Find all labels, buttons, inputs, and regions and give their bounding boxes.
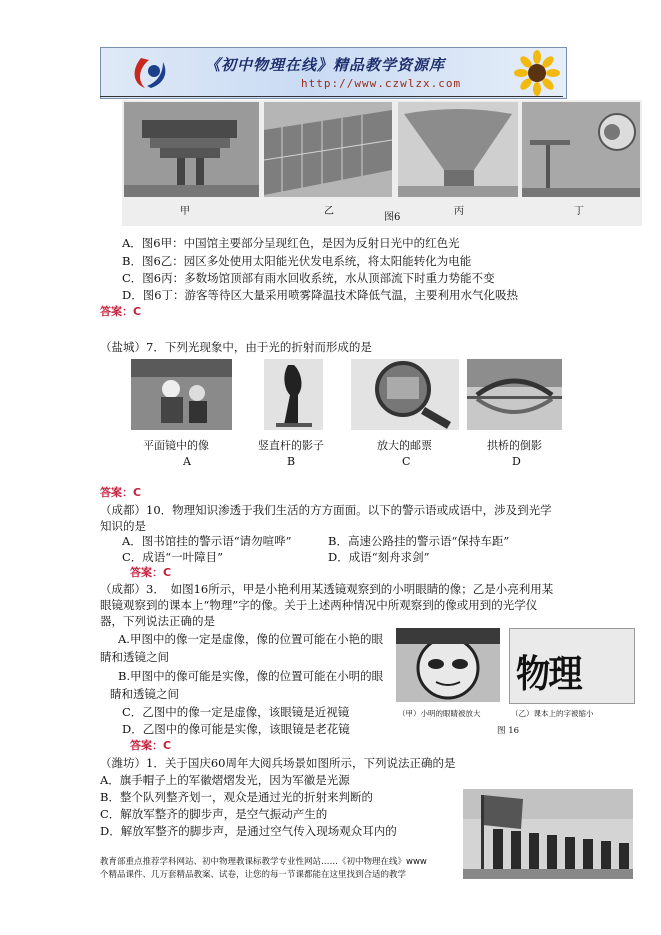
q-chengdu3-stem3: 器，下列说法正确的是 <box>100 614 215 628</box>
photo-bridge <box>467 359 562 430</box>
photo-shadow <box>264 359 323 430</box>
q-chengdu10-option-d: D．成语“刻舟求剑” <box>328 550 430 564</box>
sunflower-icon <box>514 50 560 96</box>
photo-eye-magnified <box>396 628 500 702</box>
letter-a: A <box>183 455 191 468</box>
q-weifang-option-c: C．解放军整齐的脚步声，是空气振动产生的 <box>100 807 328 821</box>
q-chengdu10-option-a: A．图书馆挂的警示语“请勿喧哗” <box>122 534 292 548</box>
photo-parade <box>463 789 633 879</box>
q-chengdu10-option-b: B．高速公路挂的警示语“保持车距” <box>328 534 510 548</box>
q-expo-option-d: D．图6丁：游客等待区大量采用喷雾降温技术降低气温，主要利用水气化吸热 <box>122 288 519 302</box>
header-rule <box>100 96 563 97</box>
photo-magnifier <box>351 359 459 430</box>
figure6-label-c: 丙 <box>454 206 464 217</box>
q-expo-option-a: A．图6甲：中国馆主要部分呈现红色，是因为反射日光中的红色光 <box>122 236 460 250</box>
footer-line-2: 个精品课件、几万套精品教案、试卷，让您的每一节课都能在这里找到合适的教学 <box>100 870 407 880</box>
figure16-label: 图 16 <box>497 726 520 736</box>
figure16-caption-right: （乙）课本上的字被缩小 <box>511 709 594 718</box>
q-weifang-option-a: A．旗手帽子上的军徽熠熠发光，因为军徽是光源 <box>100 773 350 787</box>
logo-icon <box>127 54 175 92</box>
caption-c: 放大的邮票 <box>377 439 432 452</box>
site-banner <box>100 47 567 99</box>
q-chengdu3-stem2: 眼镜观察到的课本上“物理”字的像。关于上述两种情况中所观察到的像或用到的光学仪 <box>100 598 538 612</box>
q-chengdu3-stem1: （成都）3． 如图16所示，甲是小艳利用某透镜观察到的小明眼睛的像；乙是小亮利用某 <box>100 582 554 596</box>
q-chengdu3-option-b1: B.甲图中的像可能是实像，像的位置可能在小明的眼 <box>118 669 384 683</box>
figure6-label-d: 丁 <box>574 206 584 217</box>
q-weifang-stem: （潍坊）1．关于国庆60周年大阅兵场景如图所示，下列说法正确的是 <box>100 756 456 770</box>
q-chengdu10-stem2: 知识的是 <box>100 519 146 533</box>
caption-d: 拱桥的倒影 <box>487 439 542 452</box>
caption-b: 竖直杆的影子 <box>258 439 324 452</box>
shrunk-text: 物理 <box>516 652 581 696</box>
q-weifang-option-b: B．整个队列整齐划一，观众是通过光的折射来判断的 <box>100 790 373 804</box>
letter-b: B <box>287 455 296 468</box>
figure6-label-b: 乙 <box>324 206 334 217</box>
letter-d: D <box>512 455 521 468</box>
letter-c: C <box>402 455 411 468</box>
q-chengdu10-option-c: C．成语“一叶障目” <box>122 550 224 564</box>
figure6-image <box>122 100 642 226</box>
q-yancheng-stem: （盐城）7．下列光现象中，由于光的折射而形成的是 <box>100 340 372 354</box>
site-title: 《初中物理在线》精品教学资源库 <box>205 56 446 74</box>
photo-text-shrunk <box>509 628 635 704</box>
q-yancheng-answer: 答案：C <box>100 486 142 499</box>
q-chengdu10-answer: 答案：C <box>130 566 172 579</box>
q-chengdu3-option-a1: A.甲图中的像一定是虚像，像的位置可能在小艳的眼 <box>118 632 383 646</box>
figure16-caption-left: （甲）小明的眼睛被放大 <box>398 709 481 718</box>
q-chengdu3-option-b2: 睛和透镜之间 <box>110 687 179 701</box>
q-expo-option-b: B．图6乙：园区多处使用太阳能光伏发电系统，将太阳能转化为电能 <box>122 254 472 268</box>
photo-mirror <box>131 359 232 430</box>
figure6-label-a: 甲 <box>180 206 190 217</box>
q-chengdu10-stem1: （成都）10．物理知识渗透于我们生活的方方面面。以下的警示语或成语中，涉及到光学 <box>100 503 552 517</box>
q-expo-answer: 答案：C <box>100 305 142 318</box>
q-expo-option-c: C．图6丙：多数场馆顶部有雨水回收系统，水从顶部流下时重力势能不变 <box>122 271 495 285</box>
q-chengdu3-answer: 答案：C <box>130 739 172 752</box>
site-url[interactable]: http://www.czwlzx.com <box>301 77 462 90</box>
caption-a: 平面镜中的像 <box>143 439 209 452</box>
q-chengdu3-option-d: D．乙图中的像可能是实像，该眼镜是老花镜 <box>122 722 350 736</box>
q-chengdu3-option-a2: 睛和透镜之间 <box>100 650 169 664</box>
footer-line-1: 教育部重点推荐学科网站、初中物理教课标教学专业性网站……《初中物理在线》www <box>100 857 427 867</box>
figure6-caption: 图6 <box>384 212 401 223</box>
q-chengdu3-option-c: C．乙图中的像一定是虚像，该眼镜是近视镜 <box>122 705 350 719</box>
q-weifang-option-d: D．解放军整齐的脚步声，是通过空气传入现场观众耳内的 <box>100 824 397 838</box>
